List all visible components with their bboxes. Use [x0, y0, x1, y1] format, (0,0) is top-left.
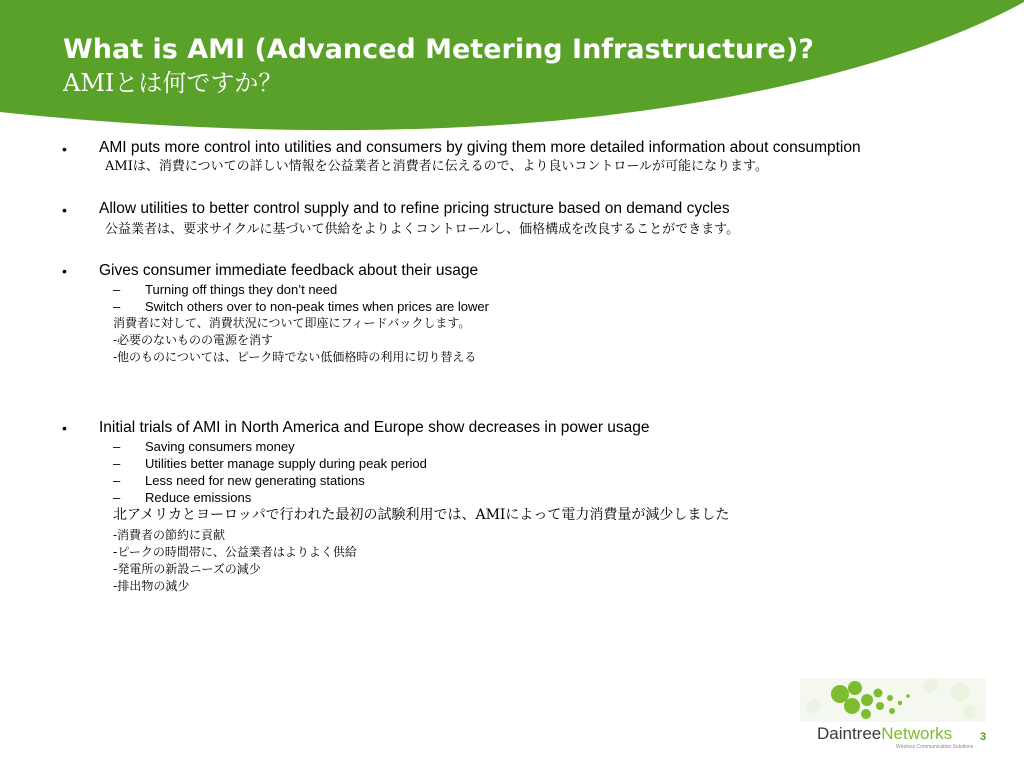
bullet-3-jp-2: -必要のないものの電源を消す — [113, 333, 274, 347]
logo-dots-icon — [800, 676, 986, 724]
bullet-4-jp-1: 北アメリカとヨーロッパで行われた最初の試験利用では、AMIによって電力消費量が減少しました — [113, 507, 730, 523]
slide-title: What is AMI (Advanced Metering Infrastructure)? — [63, 34, 814, 65]
bullet-3-sub-2: Switch others over to non-peak times when prices are lower — [145, 299, 489, 314]
slide-subtitle: AMIとは何ですか？ — [63, 69, 283, 97]
bullet-3-jp-3: -他のものについては、ピーク時でない低価格時の利用に切り替える — [113, 350, 477, 364]
logo-name-part1: Daintree — [817, 724, 882, 743]
bullet-4-sub-1: Saving consumers money — [145, 439, 295, 454]
bullet-1-text: AMI puts more control into utilities and consumers by giving them more detailed information about consumption — [99, 139, 861, 156]
bullet-4-jp-2: -消費者の節約に貢献 — [113, 528, 226, 542]
bullet-2-text: Allow utilities to better control supply and to refine pricing structure based on demand cycles — [99, 200, 730, 217]
bullet-3-jp-1: 消費者に対して、消費状況について即座にフィードバックします。 — [113, 316, 471, 330]
daintree-networks-logo — [800, 676, 986, 756]
bullet-marker: • — [62, 420, 67, 436]
sub-dash: – — [113, 473, 121, 488]
bullet-2-jp: 公益業者は、要求サイクルに基づいて供給をよりよくコントロールし、価格構成を改良することができます。 — [105, 222, 740, 237]
logo-wordmark — [817, 724, 952, 744]
bullet-4-sub-2: Utilities better manage supply during peak period — [145, 456, 427, 471]
sub-dash: – — [113, 490, 121, 505]
bullet-4-sub-4: Reduce emissions — [145, 490, 252, 505]
bullet-4-jp-3: -ピークの時間帯に、公益業者はよりよく供給 — [113, 545, 357, 559]
bullet-4-jp-5: -排出物の減少 — [113, 579, 190, 593]
bullet-4-jp-4: -発電所の新設ニーズの減少 — [113, 562, 261, 576]
bullet-marker: • — [62, 202, 67, 218]
sub-dash: – — [113, 456, 121, 471]
bullet-4-text: Initial trials of AMI in North America and Europe show decreases in power usage — [99, 419, 650, 436]
bullet-4-sub-3: Less need for new generating stations — [145, 473, 365, 488]
bullet-marker: • — [62, 263, 67, 279]
sub-dash: – — [113, 282, 121, 297]
bullet-1-jp: AMIは、消費についての詳しい情報を公益業者と消費者に伝えるので、より良いコントロールが可能になります。 — [105, 159, 769, 174]
logo-tagline: Wireless Communication Solutions — [896, 744, 974, 750]
sub-dash: – — [113, 299, 121, 314]
logo-name-part2: Networks — [881, 724, 953, 743]
bullet-3-text: Gives consumer immediate feedback about their usage — [99, 262, 479, 279]
page-number: 3 — [980, 731, 987, 743]
sub-dash: – — [113, 439, 121, 454]
bullet-3-sub-1: Turning off things they don’t need — [145, 282, 338, 297]
bullet-marker: • — [62, 141, 67, 157]
